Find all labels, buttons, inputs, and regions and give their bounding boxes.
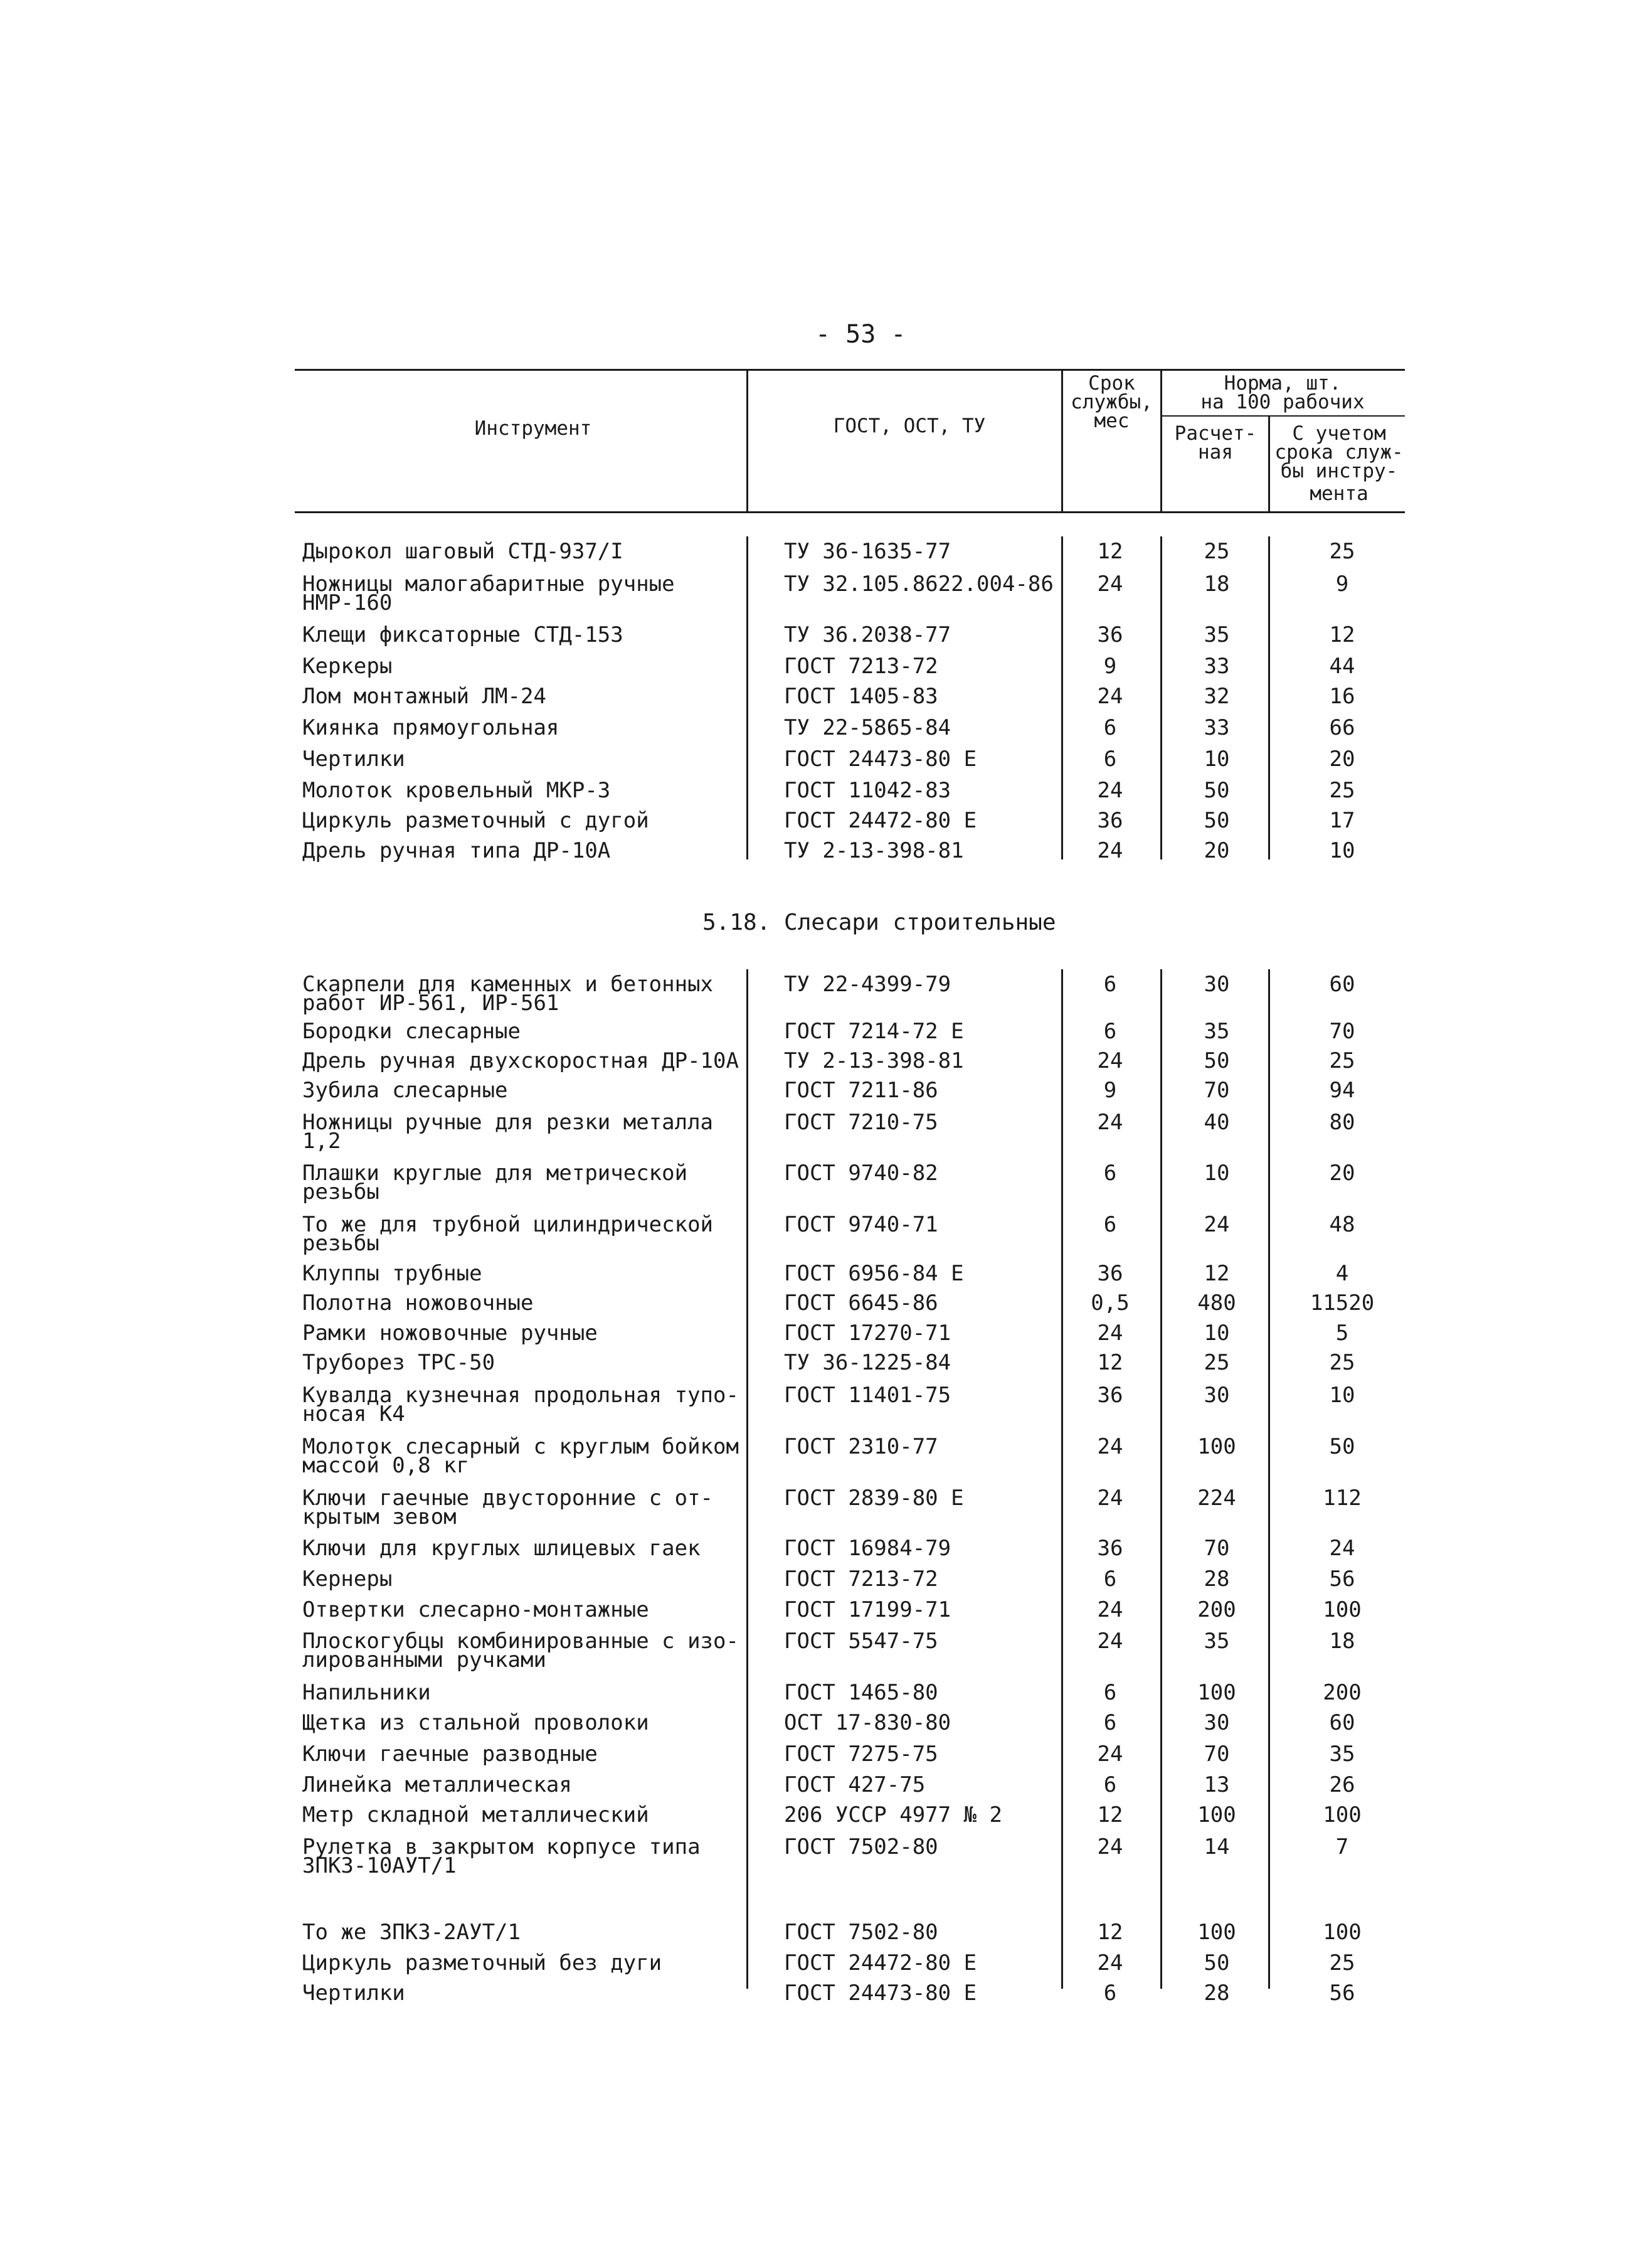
calculated-norm-cell: 32 xyxy=(1204,684,1230,709)
norm-with-life-cell: 24 xyxy=(1329,1536,1355,1561)
norm-with-life-cell: 70 xyxy=(1329,1019,1355,1044)
norm-with-life-cell: 4 xyxy=(1335,1261,1349,1286)
standard-cell: ГОСТ 9740-71 xyxy=(784,1212,938,1237)
standard-cell: ГОСТ 24473-80 Е xyxy=(784,747,977,772)
norm-with-life-cell: 112 xyxy=(1323,1486,1362,1511)
calculated-norm-cell: 13 xyxy=(1204,1772,1230,1797)
standard-cell: ГОСТ 11042-83 xyxy=(784,778,951,803)
norm-with-life-cell: 16 xyxy=(1329,684,1355,709)
norm-with-life-cell: 80 xyxy=(1329,1110,1355,1135)
standard-cell: ГОСТ 7213-72 xyxy=(784,1567,938,1592)
page-number: - 53 - xyxy=(815,320,906,349)
norm-with-life-cell: 94 xyxy=(1329,1078,1355,1103)
service-life-cell: 12 xyxy=(1097,539,1123,564)
header-norm-1: Норма, шт. xyxy=(1224,372,1342,395)
service-life-cell: 6 xyxy=(1103,747,1117,772)
tool-name: Ключи гаечные разводные xyxy=(302,1742,598,1767)
norm-with-life-cell: 100 xyxy=(1323,1920,1362,1945)
standard-cell: ГОСТ 11401-75 xyxy=(784,1383,951,1408)
calculated-norm-cell: 10 xyxy=(1204,1321,1230,1346)
tool-name: Отвертки слесарно-монтажные xyxy=(302,1597,649,1622)
norm-with-life-cell: 100 xyxy=(1323,1597,1362,1622)
service-life-cell: 6 xyxy=(1103,1212,1117,1237)
tool-name: Керкеры xyxy=(302,654,393,679)
service-life-cell: 36 xyxy=(1097,1536,1123,1561)
standard-cell: ГОСТ 7210-75 xyxy=(784,1110,938,1135)
standard-cell: ГОСТ 16984-79 xyxy=(784,1536,951,1561)
norm-with-life-cell: 10 xyxy=(1329,838,1355,863)
header-bottom-rule xyxy=(295,511,1405,513)
section-heading: 5.18. Слесари строительные xyxy=(702,910,1056,935)
tool-name: носая К4 xyxy=(302,1402,405,1427)
calculated-norm-cell: 35 xyxy=(1204,1629,1230,1654)
service-life-cell: 12 xyxy=(1097,1350,1123,1375)
tool-name: Клещи фиксаторные СТД-153 xyxy=(302,622,623,647)
standard-cell: ГОСТ 24472-80 Е xyxy=(784,808,977,833)
tool-name: массой 0,8 кг xyxy=(302,1453,470,1478)
header-calculated-2: ная xyxy=(1198,441,1233,464)
tool-name: Молоток кровельный МКР-3 xyxy=(302,778,611,803)
norm-with-life-cell: 20 xyxy=(1329,1161,1355,1186)
calculated-norm-cell: 100 xyxy=(1197,1434,1236,1459)
norm-with-life-cell: 25 xyxy=(1329,1350,1355,1375)
tool-name: Клуппы трубные xyxy=(302,1261,482,1286)
calculated-norm-cell: 28 xyxy=(1204,1981,1230,2006)
tool-name: Ножницы ручные для резки металла xyxy=(302,1110,714,1135)
tool-name: Кернеры xyxy=(302,1567,393,1592)
tool-name: Ножницы малогабаритные ручные xyxy=(302,572,675,597)
calculated-norm-cell: 224 xyxy=(1197,1486,1236,1511)
s2-divider-3 xyxy=(1160,969,1162,1989)
standard-cell: ТУ 2-13-398-81 xyxy=(784,1048,964,1073)
service-life-cell: 24 xyxy=(1097,1486,1123,1511)
tool-name: Труборез ТРС-50 xyxy=(302,1350,495,1375)
calculated-norm-cell: 35 xyxy=(1204,1019,1230,1044)
header-calculated-1: Расчет- xyxy=(1174,422,1257,445)
tool-name: Зубила слесарные xyxy=(302,1078,508,1103)
tool-name: резьбы xyxy=(302,1179,379,1205)
standard-cell: ГОСТ 7502-80 xyxy=(784,1920,938,1945)
service-life-cell: 6 xyxy=(1103,1567,1117,1592)
tool-name: Ключи для круглых шлицевых гаек xyxy=(302,1536,701,1561)
tool-name: Кувалда кузнечная продольная тупо- xyxy=(302,1383,739,1408)
service-life-cell: 12 xyxy=(1097,1920,1123,1945)
calculated-norm-cell: 100 xyxy=(1197,1802,1236,1827)
s1-divider-2 xyxy=(1061,536,1063,859)
s2-divider-2 xyxy=(1061,969,1063,1989)
calculated-norm-cell: 50 xyxy=(1204,1950,1230,1976)
service-life-cell: 12 xyxy=(1097,1802,1123,1827)
calculated-norm-cell: 35 xyxy=(1204,622,1230,647)
standard-cell: ГОСТ 2839-80 Е xyxy=(784,1486,964,1511)
norm-with-life-cell: 100 xyxy=(1323,1802,1362,1827)
service-life-cell: 24 xyxy=(1097,1110,1123,1135)
calculated-norm-cell: 33 xyxy=(1204,654,1230,679)
calculated-norm-cell: 50 xyxy=(1204,778,1230,803)
tool-name: Плашки круглые для метрической xyxy=(302,1161,688,1186)
standard-cell: ГОСТ 7213-72 xyxy=(784,654,938,679)
tool-name: Метр складной металлический xyxy=(302,1802,649,1827)
norm-with-life-cell: 5 xyxy=(1335,1321,1349,1346)
table-top-rule xyxy=(295,369,1405,371)
tool-name: крытым зевом xyxy=(302,1504,457,1529)
norm-with-life-cell: 66 xyxy=(1329,715,1355,740)
calculated-norm-cell: 100 xyxy=(1197,1920,1236,1945)
service-life-cell: 36 xyxy=(1097,1383,1123,1408)
tool-name: работ ИР-561, ИР-561 xyxy=(302,991,559,1016)
calculated-norm-cell: 18 xyxy=(1204,572,1230,597)
calculated-norm-cell: 50 xyxy=(1204,1048,1230,1073)
standard-cell: ГОСТ 7211-86 xyxy=(784,1078,938,1103)
tool-name: Щетка из стальной проволоки xyxy=(302,1710,649,1735)
s2-divider-1 xyxy=(746,969,748,1989)
header-norm-2: на 100 рабочих xyxy=(1200,391,1365,413)
s2-divider-4 xyxy=(1268,969,1270,1989)
calculated-norm-cell: 20 xyxy=(1204,838,1230,863)
standard-cell: ТУ 32.105.8622.004-86 xyxy=(784,572,1054,597)
service-life-cell: 24 xyxy=(1097,684,1123,709)
calculated-norm-cell: 30 xyxy=(1204,972,1230,997)
norm-with-life-cell: 7 xyxy=(1335,1834,1349,1859)
tool-name: То же ЗПКЗ-2АУТ/1 xyxy=(302,1920,521,1945)
service-life-cell: 0,5 xyxy=(1091,1290,1130,1316)
header-divider-1 xyxy=(746,369,748,511)
service-life-cell: 6 xyxy=(1103,1772,1117,1797)
tool-name: ЗПКЗ-10АУТ/1 xyxy=(302,1853,457,1878)
norm-with-life-cell: 60 xyxy=(1329,1710,1355,1735)
norm-with-life-cell: 25 xyxy=(1329,778,1355,803)
calculated-norm-cell: 10 xyxy=(1204,1161,1230,1186)
header-service-life-3: мес xyxy=(1094,410,1130,432)
standard-cell: ГОСТ 17270-71 xyxy=(784,1321,951,1346)
s1-divider-4 xyxy=(1268,536,1270,859)
service-life-cell: 24 xyxy=(1097,778,1123,803)
tool-name: Бородки слесарные xyxy=(302,1019,521,1044)
calculated-norm-cell: 24 xyxy=(1204,1212,1230,1237)
tool-name: Рулетка в закрытом корпусе типа xyxy=(302,1834,701,1859)
standard-cell: 206 УССР 4977 № 2 xyxy=(784,1802,1002,1827)
norm-with-life-cell: 50 xyxy=(1329,1434,1355,1459)
standard-cell: ТУ 2-13-398-81 xyxy=(784,838,964,863)
norm-with-life-cell: 56 xyxy=(1329,1981,1355,2006)
standard-cell: ГОСТ 24472-80 Е xyxy=(784,1950,977,1976)
standard-cell: ГОСТ 1405-83 xyxy=(784,684,938,709)
standard-cell: ТУ 22-5865-84 xyxy=(784,715,951,740)
service-life-cell: 24 xyxy=(1097,1950,1123,1976)
service-life-cell: 24 xyxy=(1097,572,1123,597)
header-with-life-3: бы инстру- xyxy=(1280,460,1398,482)
standard-cell: ГОСТ 2310-77 xyxy=(784,1434,938,1459)
tool-name: То же для трубной цилиндрической xyxy=(302,1212,714,1237)
tool-name: Киянка прямоугольная xyxy=(302,715,559,740)
service-life-cell: 9 xyxy=(1103,1078,1117,1103)
tool-name: Дрель ручная двухскоростная ДР-10А xyxy=(302,1048,739,1073)
service-life-cell: 24 xyxy=(1097,1048,1123,1073)
norm-with-life-cell: 26 xyxy=(1329,1772,1355,1797)
service-life-cell: 9 xyxy=(1103,654,1117,679)
standard-cell: ГОСТ 6645-86 xyxy=(784,1290,938,1316)
calculated-norm-cell: 70 xyxy=(1204,1742,1230,1767)
calculated-norm-cell: 100 xyxy=(1197,1680,1236,1705)
tool-name: Рамки ножовочные ручные xyxy=(302,1321,598,1346)
calculated-norm-cell: 50 xyxy=(1204,808,1230,833)
calculated-norm-cell: 30 xyxy=(1204,1710,1230,1735)
service-life-cell: 6 xyxy=(1103,1161,1117,1186)
tool-name: Дрель ручная типа ДР-10А xyxy=(302,838,611,863)
header-divider-4 xyxy=(1268,415,1270,511)
service-life-cell: 6 xyxy=(1103,972,1117,997)
norm-with-life-cell: 11520 xyxy=(1310,1290,1375,1316)
standard-cell: ГОСТ 427-75 xyxy=(784,1772,926,1797)
standard-cell: ГОСТ 7275-75 xyxy=(784,1742,938,1767)
header-service-life-1: Срок xyxy=(1088,372,1135,395)
norm-with-life-cell: 18 xyxy=(1329,1629,1355,1654)
standard-cell: ГОСТ 9740-82 xyxy=(784,1161,938,1186)
standard-cell: ОСТ 17-830-80 xyxy=(784,1710,951,1735)
service-life-cell: 36 xyxy=(1097,1261,1123,1286)
tool-name: НМР-160 xyxy=(302,590,393,615)
standard-cell: ГОСТ 24473-80 Е xyxy=(784,1981,977,2006)
service-life-cell: 24 xyxy=(1097,1742,1123,1767)
service-life-cell: 24 xyxy=(1097,1629,1123,1654)
tool-name: лированными ручками xyxy=(302,1647,546,1673)
service-life-cell: 6 xyxy=(1103,1981,1117,2006)
calculated-norm-cell: 12 xyxy=(1204,1261,1230,1286)
norm-with-life-cell: 20 xyxy=(1329,747,1355,772)
tool-name: Дырокол шаговый СТД-937/I xyxy=(302,539,623,564)
norm-with-life-cell: 56 xyxy=(1329,1567,1355,1592)
header-tool: Инструмент xyxy=(474,417,592,440)
norm-with-life-cell: 35 xyxy=(1329,1742,1355,1767)
service-life-cell: 24 xyxy=(1097,1434,1123,1459)
calculated-norm-cell: 70 xyxy=(1204,1536,1230,1561)
tool-name: Молоток слесарный с круглым бойком xyxy=(302,1434,739,1459)
standard-cell: ГОСТ 7502-80 xyxy=(784,1834,938,1859)
norm-with-life-cell: 44 xyxy=(1329,654,1355,679)
calculated-norm-cell: 10 xyxy=(1204,747,1230,772)
norm-header-rule xyxy=(1160,415,1405,417)
standard-cell: ТУ 36-1635-77 xyxy=(784,539,951,564)
norm-with-life-cell: 25 xyxy=(1329,1048,1355,1073)
standard-cell: ГОСТ 6956-84 Е xyxy=(784,1261,964,1286)
calculated-norm-cell: 25 xyxy=(1204,539,1230,564)
standard-cell: ГОСТ 5547-75 xyxy=(784,1629,938,1654)
standard-cell: ТУ 22-4399-79 xyxy=(784,972,951,997)
norm-with-life-cell: 12 xyxy=(1329,622,1355,647)
service-life-cell: 24 xyxy=(1097,1834,1123,1859)
header-with-life-4: мента xyxy=(1310,482,1369,505)
standard-cell: ГОСТ 7214-72 Е xyxy=(784,1019,964,1044)
service-life-cell: 6 xyxy=(1103,1680,1117,1705)
norm-with-life-cell: 10 xyxy=(1329,1383,1355,1408)
service-life-cell: 6 xyxy=(1103,1019,1117,1044)
tool-name: Чертилки xyxy=(302,1981,405,2006)
tool-name: Напильники xyxy=(302,1680,431,1705)
service-life-cell: 24 xyxy=(1097,838,1123,863)
tool-name: резьбы xyxy=(302,1231,379,1256)
header-standard: ГОСТ, ОСТ, ТУ xyxy=(833,415,986,437)
norm-with-life-cell: 60 xyxy=(1329,972,1355,997)
norm-with-life-cell: 17 xyxy=(1329,808,1355,833)
tool-name: Линейка металлическая xyxy=(302,1772,572,1797)
calculated-norm-cell: 28 xyxy=(1204,1567,1230,1592)
tool-name: Лом монтажный ЛМ-24 xyxy=(302,684,546,709)
tool-name: Полотна ножовочные xyxy=(302,1290,534,1316)
calculated-norm-cell: 14 xyxy=(1204,1834,1230,1859)
norm-with-life-cell: 9 xyxy=(1335,572,1349,597)
norm-with-life-cell: 48 xyxy=(1329,1212,1355,1237)
header-service-life-2: службы, xyxy=(1071,391,1153,413)
s1-divider-1 xyxy=(746,536,748,859)
service-life-cell: 36 xyxy=(1097,808,1123,833)
calculated-norm-cell: 33 xyxy=(1204,715,1230,740)
header-divider-2 xyxy=(1061,369,1063,511)
calculated-norm-cell: 200 xyxy=(1197,1597,1236,1622)
calculated-norm-cell: 70 xyxy=(1204,1078,1230,1103)
service-life-cell: 6 xyxy=(1103,1710,1117,1735)
s1-divider-3 xyxy=(1160,536,1162,859)
header-divider-3 xyxy=(1160,369,1162,511)
norm-with-life-cell: 25 xyxy=(1329,539,1355,564)
calculated-norm-cell: 40 xyxy=(1204,1110,1230,1135)
service-life-cell: 36 xyxy=(1097,622,1123,647)
standard-cell: ГОСТ 17199-71 xyxy=(784,1597,951,1622)
standard-cell: ГОСТ 1465-80 xyxy=(784,1680,938,1705)
tool-name: Плоскогубцы комбинированные с изо- xyxy=(302,1629,739,1654)
calculated-norm-cell: 25 xyxy=(1204,1350,1230,1375)
service-life-cell: 24 xyxy=(1097,1321,1123,1346)
tool-name: Циркуль разметочный без дуги xyxy=(302,1950,662,1976)
calculated-norm-cell: 30 xyxy=(1204,1383,1230,1408)
tool-name: Циркуль разметочный с дугой xyxy=(302,808,649,833)
standard-cell: ТУ 36.2038-77 xyxy=(784,622,951,647)
tool-name: Скарпели для каменных и бетонных xyxy=(302,972,714,997)
tool-name: 1,2 xyxy=(302,1129,341,1154)
tool-name: Чертилки xyxy=(302,747,405,772)
service-life-cell: 6 xyxy=(1103,715,1117,740)
standard-cell: ТУ 36-1225-84 xyxy=(784,1350,951,1375)
header-with-life-1: С учетом xyxy=(1292,422,1386,445)
tool-name: Ключи гаечные двусторонние с от- xyxy=(302,1486,714,1511)
norm-with-life-cell: 25 xyxy=(1329,1950,1355,1976)
calculated-norm-cell: 480 xyxy=(1197,1290,1236,1316)
norm-with-life-cell: 200 xyxy=(1323,1680,1362,1705)
service-life-cell: 24 xyxy=(1097,1597,1123,1622)
header-with-life-2: срока служ- xyxy=(1274,441,1404,464)
